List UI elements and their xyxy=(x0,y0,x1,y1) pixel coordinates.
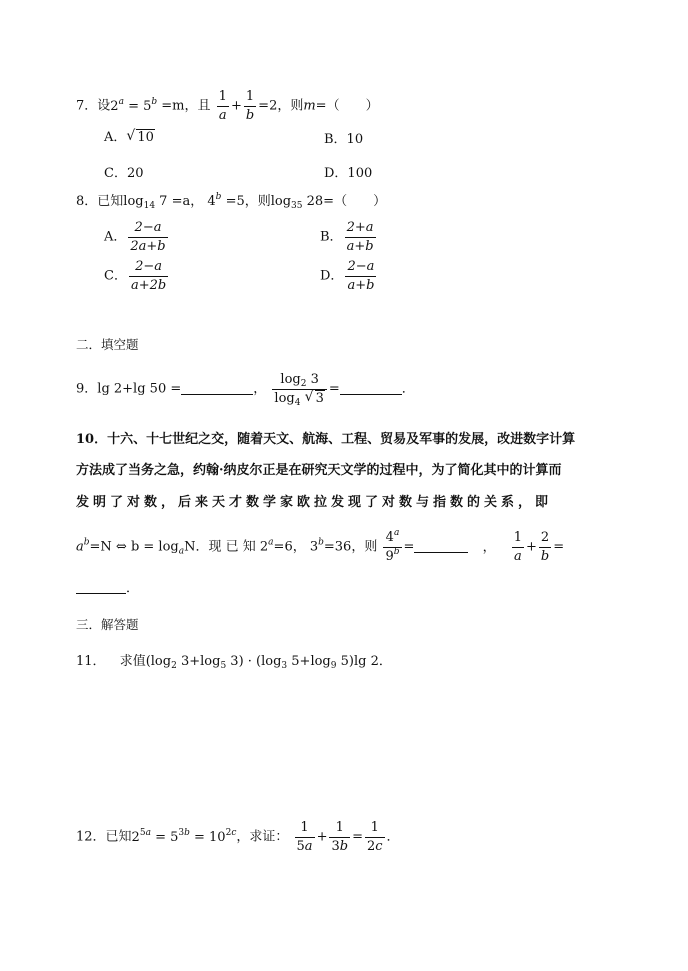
q7-tail: =2，则 xyxy=(258,98,304,114)
q9-blank-2[interactable] xyxy=(340,394,402,395)
section-heading-fill-in: 二．填空题 xyxy=(76,337,139,352)
q12-frac-3: $\frac{1}{2c}$ xyxy=(366,820,383,854)
q9-eq: = xyxy=(328,381,340,397)
q7-frac-a: $\frac{1}{a}$ xyxy=(218,89,227,123)
q7-m: m xyxy=(303,98,316,114)
q10-end: ． xyxy=(126,581,140,596)
q10-cond1: =6， xyxy=(273,539,306,555)
q8-option-a-label: A． xyxy=(104,229,127,245)
q9-expr: lg 2+lg 50 = xyxy=(97,381,182,397)
q9-comma: ， xyxy=(253,381,267,397)
q8-option-c-label: C． xyxy=(104,268,127,284)
q10-blank-1[interactable] xyxy=(414,552,468,553)
q8-option-c xyxy=(104,260,170,292)
question-8-stem: 8．已知$\log_{14} 7 =a$， 4$^b$ =5，则$\log_{35} 28=$（ ） xyxy=(76,192,387,211)
q8-option-d-label: D． xyxy=(320,268,344,284)
q11-text: 求值 xyxy=(119,654,146,669)
q12-end: ． xyxy=(386,829,400,845)
question-9 xyxy=(76,372,415,408)
q10-eq: =N ⇔ b = log xyxy=(89,539,179,555)
q7-option-a xyxy=(104,128,155,145)
q10-fraction-1: $\frac{4^a}{9^b}$ xyxy=(385,528,400,564)
q8-c-num: 2−a xyxy=(135,259,163,274)
q8-d-num: 2−a xyxy=(347,259,375,274)
q9-fraction: $\log_2 3$ $\log_4$ √ 3 xyxy=(272,373,326,405)
q9-frac-num: log xyxy=(280,372,301,387)
q10-line-3: 发明了对数，后来天才数学家欧拉发现了对数与指数的关系，即 xyxy=(76,495,553,510)
q10-line-5 xyxy=(76,582,139,595)
q11-number: 11． xyxy=(76,654,106,669)
q8-a-num: 2−a xyxy=(134,220,162,235)
q8-option-a xyxy=(104,221,170,253)
q7-option-c: C．20 xyxy=(104,166,144,181)
question-7-stem: 7．设$2^a = 5^b =m$，且 $\frac{1}{a}$ + $\frac{1}{b}$ =2，则m=（ ） xyxy=(76,89,379,123)
q8-option-b xyxy=(320,221,378,253)
q10-eq2: = xyxy=(553,539,565,555)
q10-frac3-den: b xyxy=(540,548,550,564)
q12-mid: ，求证： xyxy=(236,829,289,845)
q8-tail: 28=（ ） xyxy=(306,194,387,209)
q10-known: N．现 已 知 xyxy=(184,539,256,555)
q8-b-den: a+b xyxy=(346,238,374,254)
q8-b-num: 2+a xyxy=(346,220,374,235)
q7-number: 7．设 xyxy=(76,98,111,114)
q7-option-a-label: A． xyxy=(104,130,127,145)
question-11: 11． 求值($\log_2$ $3+\log_5$ $3) \cdot (\log_3$ $5+\log_9$ 5)lg 2． xyxy=(76,654,392,671)
section-heading-solutions: 三．解答题 xyxy=(76,617,139,632)
question-12: 12．已知$2^{5a} = 5^{3b} = 10^{2c}$，求证： $\frac{1}{5a}$ + $\frac{1}{3b}$ = $\frac{1}{2c}$ ． xyxy=(76,820,400,854)
q10-fraction-2: $\frac{1}{a}$ xyxy=(513,530,522,564)
q12-number: 12．已知 xyxy=(76,829,132,845)
q10-cond2: =36，则 xyxy=(323,539,378,555)
q10-a: a xyxy=(76,539,84,555)
q8-d-den: a+b xyxy=(347,277,375,293)
q9-frac-den: log xyxy=(274,390,295,406)
q7-option-d: D．100 xyxy=(324,166,373,181)
q8-mid2: =5，则 xyxy=(225,194,271,209)
q10-line-2: 方法成了当务之急，约翰·纳皮尔正是在研究天文学的过程中，为了简化其中的计算而 xyxy=(76,463,562,478)
q7-blank: =（ ） xyxy=(315,98,379,114)
q7-option-b: B．10 xyxy=(324,132,364,147)
q10-blank-2[interactable] xyxy=(76,593,126,594)
q12-frac-2: $\frac{1}{3b}$ xyxy=(331,820,349,854)
q8-a-den: 2a+b xyxy=(130,238,166,254)
q7-frac-b: $\frac{1}{b}$ xyxy=(245,89,255,123)
q10-frac3-num: 2 xyxy=(540,530,550,545)
q11-tail: lg 2． xyxy=(353,654,392,669)
q7-eq: =m，且 xyxy=(161,98,211,114)
q8-option-b-label: B． xyxy=(320,229,343,245)
q10-line-1: 10．十六、十七世纪之交，随着天文、航海、工程、贸易及军事的发展，改进数字计算 xyxy=(76,432,576,447)
q10-fraction-3 xyxy=(539,531,551,563)
q7-option-a-value: 10 xyxy=(137,130,154,145)
q9-period: ． xyxy=(401,381,415,397)
q9-number: 9． xyxy=(76,381,98,397)
sqrt-symbol: √ 10 xyxy=(126,128,154,145)
q8-number: 8．已知 xyxy=(76,194,124,209)
q8-mid: =a， xyxy=(171,194,204,209)
q10-line-4: $a^b=N$ ⇔ $b = \log_aN$．现 已 知 $2^a=6$， $3^b=36$，则 $\frac{4^a}{9^b}$ = ， $\frac{1}{a}$ + $\frac{2}{b}$ = xyxy=(76,528,565,564)
q9-blank-1[interactable] xyxy=(181,394,253,395)
q8-c-den: a+2b xyxy=(130,277,167,293)
q10-comma: ， xyxy=(482,539,496,555)
q8-option-d xyxy=(320,260,378,292)
q12-frac-1: $\frac{1}{5a}$ xyxy=(296,820,313,854)
